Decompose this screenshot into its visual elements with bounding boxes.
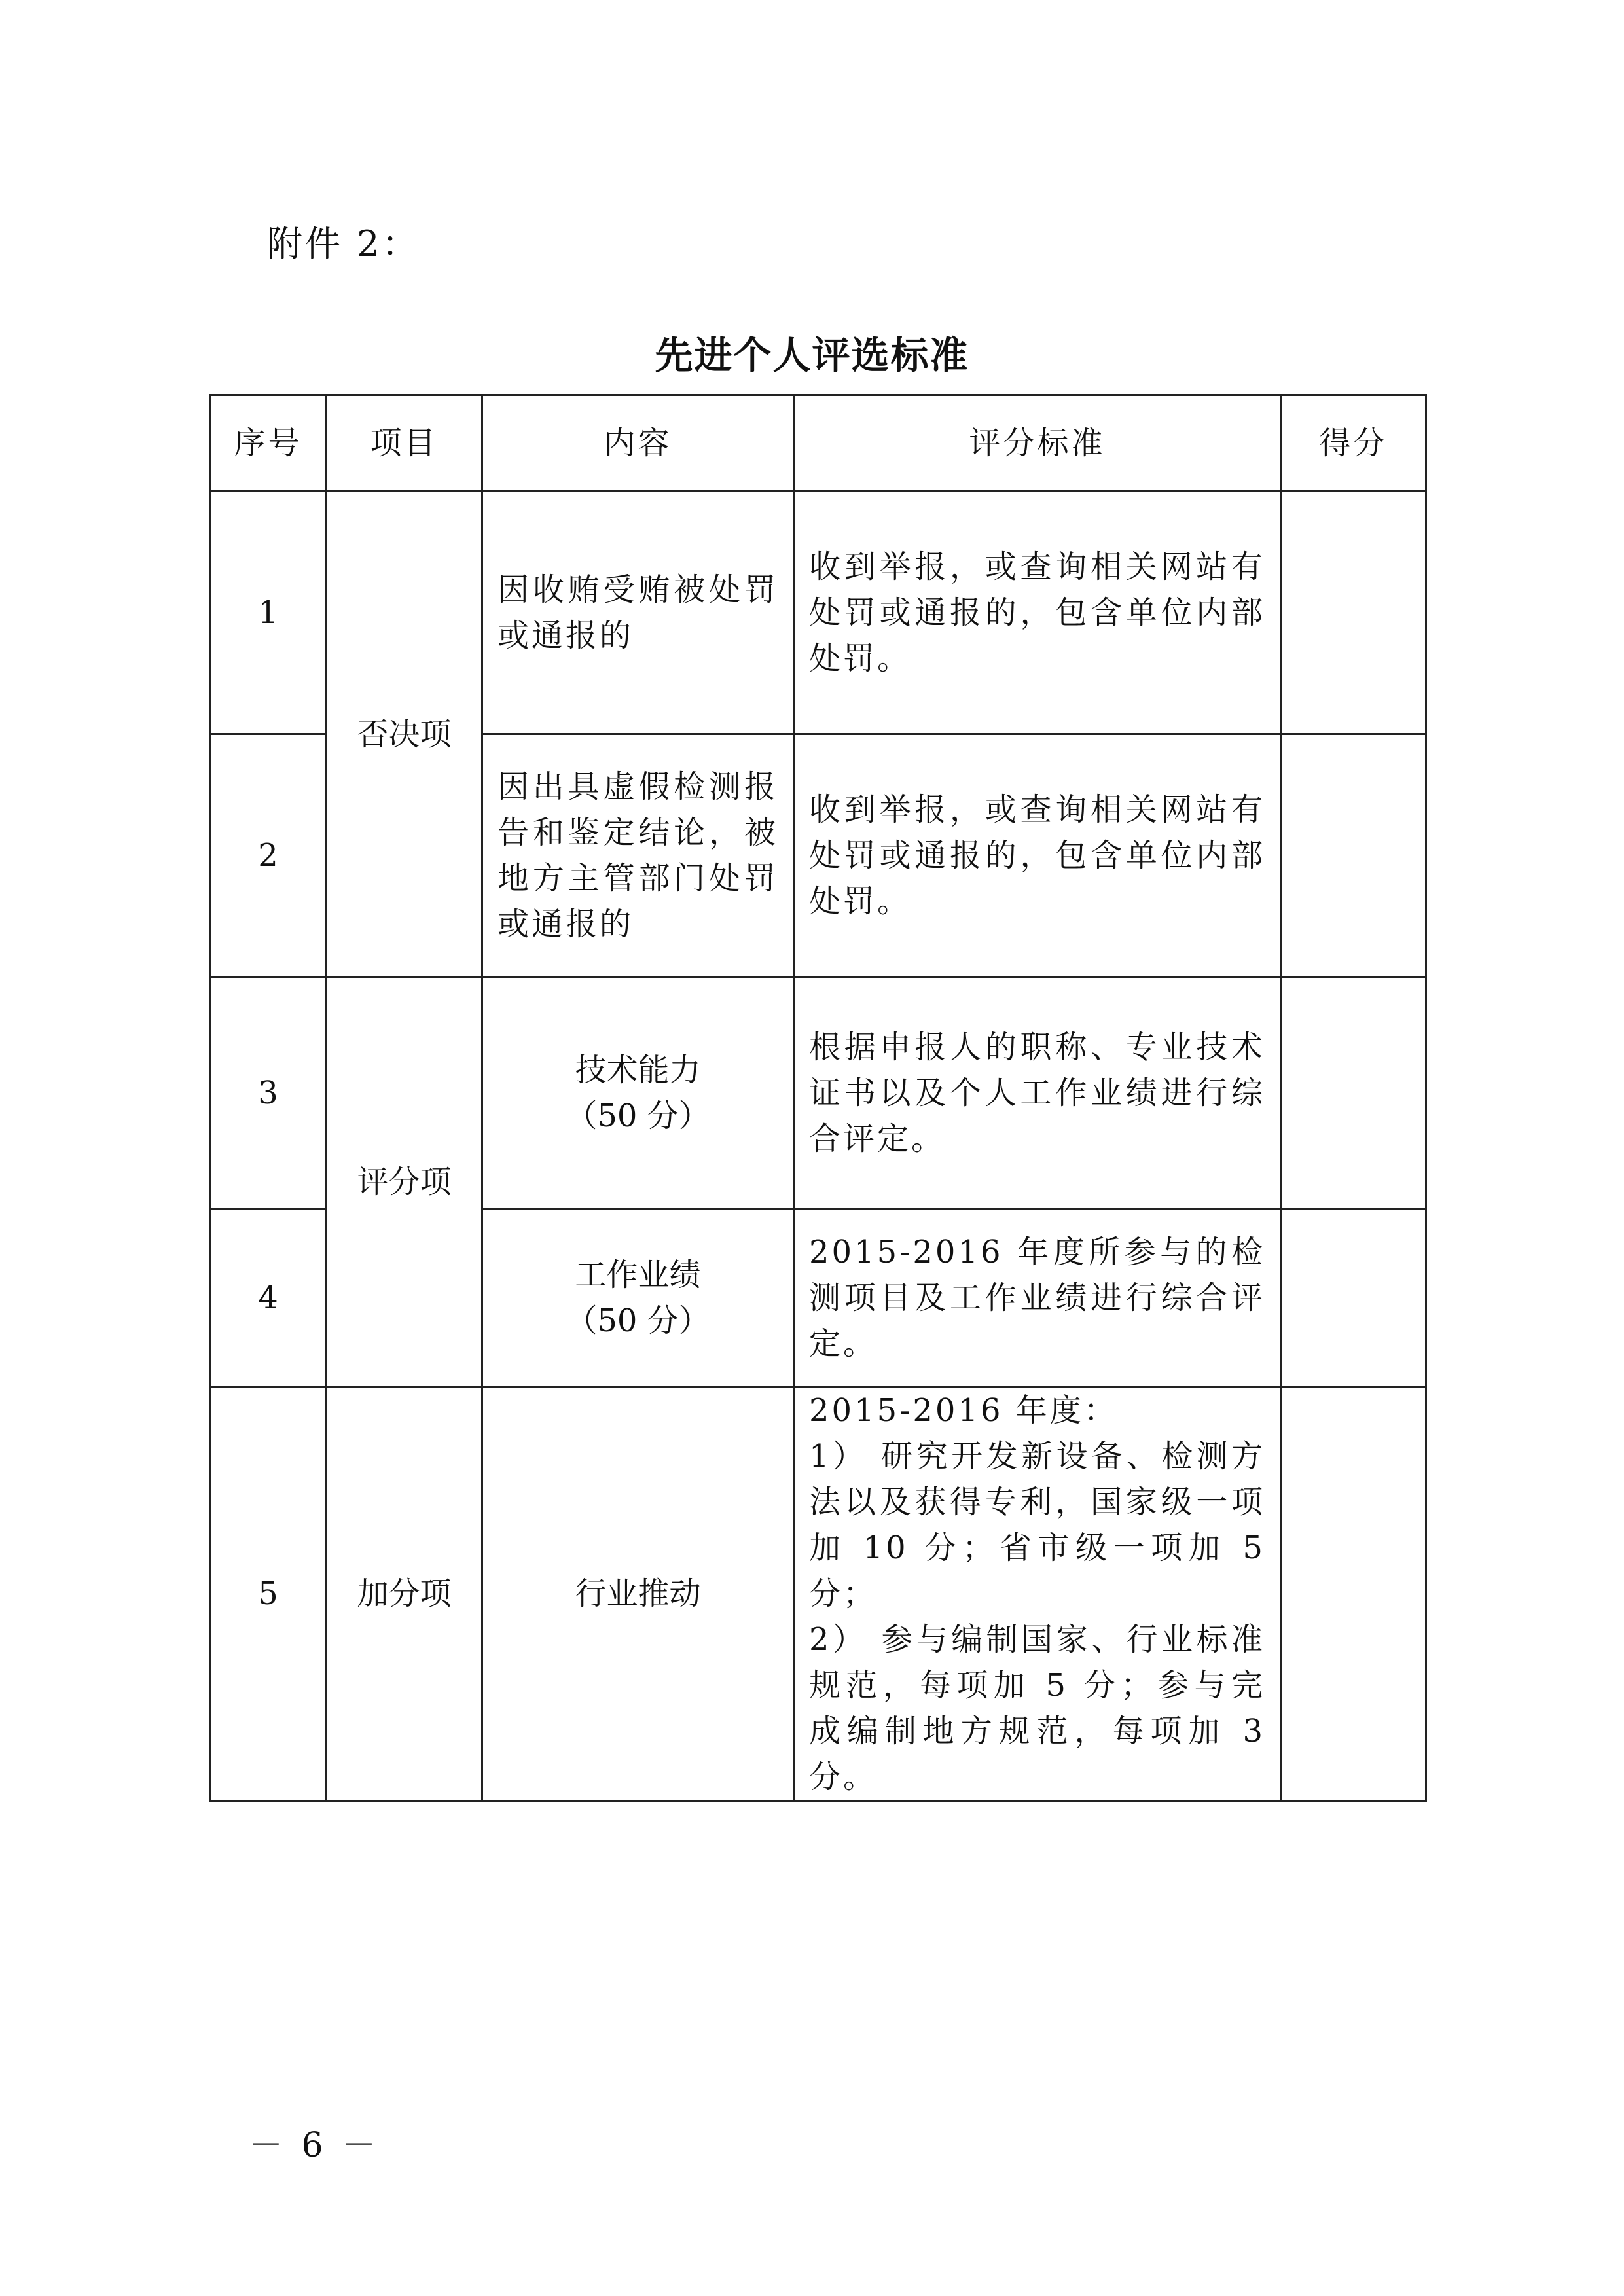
row-content: 因收贿受贿被处罚或通报的	[482, 492, 794, 734]
row-no: 4	[210, 1210, 327, 1387]
header-no: 序号	[210, 395, 327, 492]
row-content-sub: （50 分）	[566, 1302, 710, 1339]
criteria-line: 2） 参与编制国家、行业标准规范，每项加 5 分；参与完成编制地方规范，每项加 3 分。	[809, 1621, 1265, 1795]
document-title: 先进个人评选标准	[655, 333, 969, 378]
row-criteria	[794, 1387, 1281, 1801]
table-row	[210, 492, 1426, 734]
row-criteria: 根据申报人的职称、专业技术证书以及个人工作业绩进行综合评定。	[794, 977, 1281, 1210]
header-item: 项目	[327, 395, 482, 492]
row-no: 2	[210, 734, 327, 977]
page-number: － 6 －	[249, 2126, 380, 2165]
row-content-sub: （50 分）	[566, 1098, 710, 1134]
table-header-row	[210, 395, 1426, 492]
row-item: 否决项	[327, 492, 482, 977]
row-no: 3	[210, 977, 327, 1210]
row-score	[1281, 1387, 1426, 1801]
criteria-table	[209, 394, 1427, 1802]
row-score	[1281, 1210, 1426, 1387]
row-content	[482, 977, 794, 1210]
row-item: 评分项	[327, 977, 482, 1387]
row-no: 5	[210, 1387, 327, 1801]
row-item: 加分项	[327, 1387, 482, 1801]
row-score	[1281, 977, 1426, 1210]
header-score: 得分	[1281, 395, 1426, 492]
row-content-title: 技术能力	[575, 1052, 701, 1088]
header-content: 内容	[482, 395, 794, 492]
row-score	[1281, 734, 1426, 977]
row-content-title: 工作业绩	[575, 1257, 701, 1293]
table-row	[210, 977, 1426, 1210]
row-criteria: 收到举报，或查询相关网站有处罚或通报的，包含单位内部处罚。	[794, 734, 1281, 977]
attachment-label: 附件 2：	[267, 223, 420, 264]
criteria-line: 1） 研究开发新设备、检测方法以及获得专利，国家级一项加 10 分；省市级一项加 5 分；	[809, 1438, 1265, 1612]
table-row	[210, 1387, 1426, 1801]
row-criteria: 2015-2016 年度所参与的检测项目及工作业绩进行综合评定。	[794, 1210, 1281, 1387]
row-score	[1281, 492, 1426, 734]
row-content	[482, 1210, 794, 1387]
row-criteria: 收到举报，或查询相关网站有处罚或通报的，包含单位内部处罚。	[794, 492, 1281, 734]
row-content: 行业推动	[482, 1387, 794, 1801]
header-criteria: 评分标准	[794, 395, 1281, 492]
criteria-line: 2015-2016 年度：	[809, 1392, 1118, 1429]
row-no: 1	[210, 492, 327, 734]
row-content: 因出具虚假检测报告和鉴定结论，被地方主管部门处罚或通报的	[482, 734, 794, 977]
